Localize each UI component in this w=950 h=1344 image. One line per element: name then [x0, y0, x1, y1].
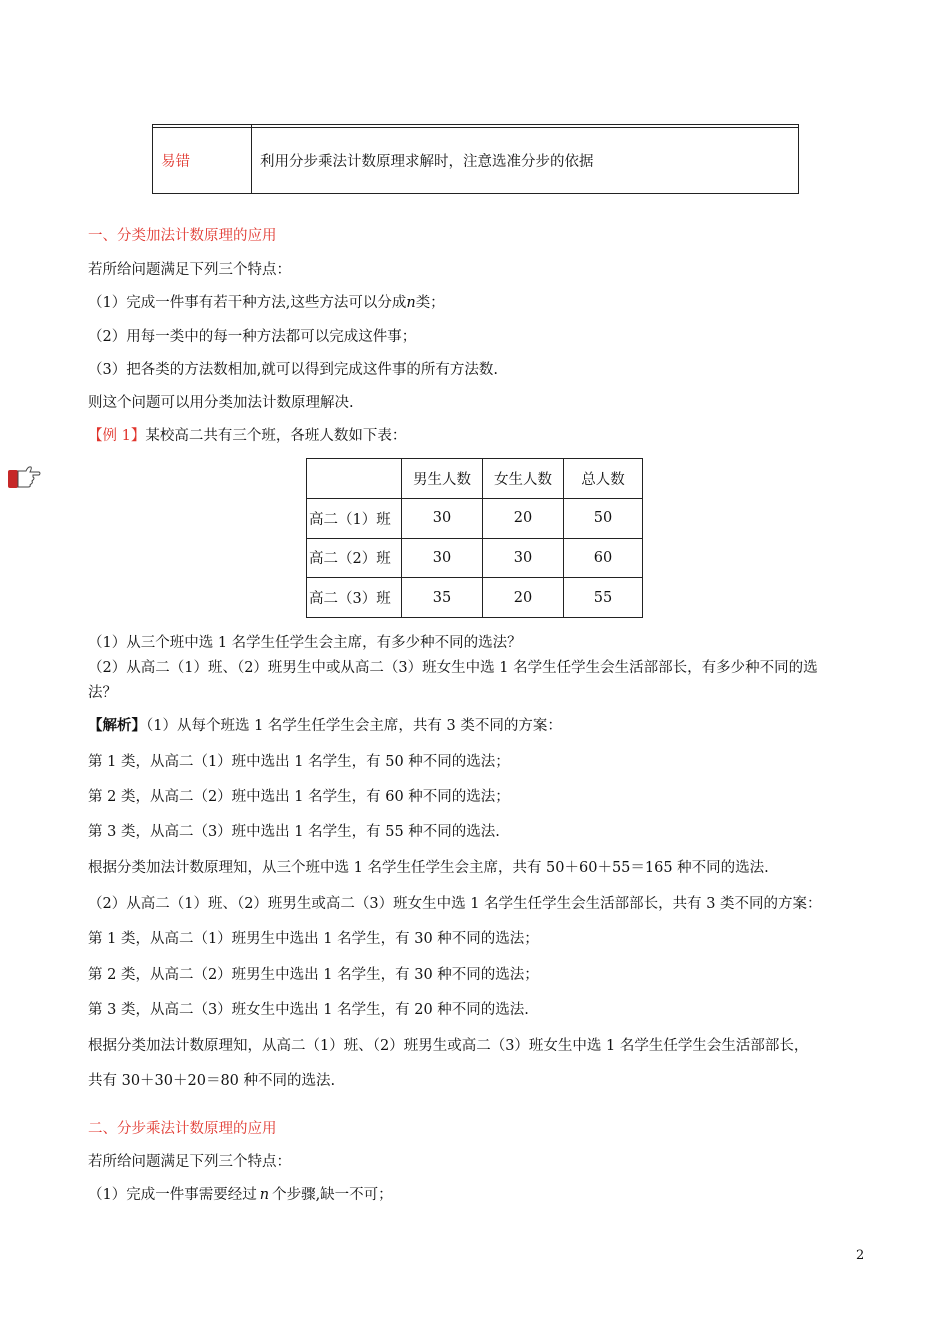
solution-line: 第 3 类，从高二（3）班女生中选出 1 名学生，有 20 种不同的选法.	[88, 1002, 529, 1018]
section1-point-2: （2）用每一类中的每一种方法都可以完成这件事；	[88, 329, 417, 345]
question-2-line-2: 法？	[88, 685, 117, 701]
table-cell-label: 易错	[153, 128, 252, 194]
table-row	[307, 578, 643, 618]
solution-line: （2）从高二（1）班、（2）班男生或高二（3）班女生中选 1 名学生任学生会生活部部长，共有 3 类不同的方案：	[88, 896, 822, 912]
solution-text: （1）从每个班选 1 名学生任学生会主席，共有 3 类不同的方案：	[146, 718, 562, 734]
point-text-suffix: 类；	[415, 295, 445, 311]
example-text: 某校高二共有三个班，各班人数如下表：	[145, 428, 407, 444]
section1-intro: 若所给问题满足下列三个特点：	[88, 262, 291, 278]
table-cell: 30	[402, 498, 483, 538]
point-text: （1）完成一件事有若干种方法,这些方法可以分成	[88, 295, 407, 311]
solution-label: 【解析】	[88, 717, 146, 734]
solution-line: 共有 30＋30＋20＝80 种不同的选法.	[88, 1073, 336, 1089]
hand-pointer-icon	[6, 460, 42, 490]
table-cell: 60	[564, 538, 643, 578]
solution-line: 第 2 类，从高二（2）班中选出 1 名学生，有 60 种不同的选法；	[88, 789, 510, 805]
table-row	[307, 498, 643, 538]
section2-point-1	[88, 1183, 393, 1204]
question-1: （1）从三个班中选 1 名学生任学生会主席，有多少种不同的选法？	[88, 635, 522, 651]
row-label: 高二（3）班	[307, 578, 402, 618]
table-cell: 55	[564, 578, 643, 618]
solution-line: 根据分类加法计数原理知，从高二（1）班、（2）班男生或高二（3）班女生中选 1 名学生任学生会生活部部长，	[88, 1038, 809, 1054]
header-cell: 总人数	[564, 459, 643, 499]
section1-point-3: （3）把各类的方法数相加,就可以得到完成这件事的所有方法数.	[88, 362, 498, 378]
solution-line: 第 2 类，从高二（2）班男生中选出 1 名学生，有 30 种不同的选法；	[88, 967, 539, 983]
math-var-n: n	[406, 295, 416, 311]
row-label: 高二（1）班	[307, 498, 402, 538]
top-table	[152, 124, 799, 194]
section2-heading: 二、分步乘法计数原理的应用	[88, 1121, 277, 1137]
table-row	[307, 538, 643, 578]
table-cell: 50	[564, 498, 643, 538]
table-cell: 30	[402, 538, 483, 578]
table-cell: 20	[483, 498, 564, 538]
math-var-n: n	[259, 1187, 270, 1203]
row-label: 高二（2）班	[307, 538, 402, 578]
header-cell	[307, 459, 402, 499]
section1-heading: 一、分类加法计数原理的应用	[88, 228, 277, 244]
point-text-suffix: 个步骤,缺一不可；	[272, 1187, 393, 1203]
solution-line: 根据分类加法计数原理知，从三个班中选 1 名学生任学生会主席，共有 50＋60＋55＝165 种不同的选法.	[88, 860, 769, 876]
point-text: （1）完成一件事需要经过	[88, 1187, 257, 1203]
table-row	[153, 128, 799, 194]
table-cell: 20	[483, 578, 564, 618]
section1-conclusion: 则这个问题可以用分类加法计数原理解决.	[88, 395, 354, 411]
table-cell: 35	[402, 578, 483, 618]
header-cell: 男生人数	[402, 459, 483, 499]
example-tag: 【例 1】	[88, 428, 146, 444]
example-header	[88, 424, 406, 445]
table-header-row	[307, 459, 643, 499]
solution-line: 第 1 类，从高二（1）班男生中选出 1 名学生，有 30 种不同的选法；	[88, 931, 539, 947]
solution-line: 第 1 类，从高二（1）班中选出 1 名学生，有 50 种不同的选法；	[88, 754, 510, 770]
solution-line: 第 3 类，从高二（3）班中选出 1 名学生，有 55 种不同的选法.	[88, 824, 500, 840]
table-cell-content: 利用分步乘法计数原理求解时，注意选准分步的依据	[252, 128, 799, 194]
section2-intro: 若所给问题满足下列三个特点：	[88, 1154, 291, 1170]
section1-point-1	[88, 291, 445, 312]
header-cell: 女生人数	[483, 459, 564, 499]
solution-line-1	[88, 714, 562, 735]
class-size-table	[306, 458, 643, 618]
table-cell: 30	[483, 538, 564, 578]
page-number: 2	[856, 1248, 865, 1263]
question-2-line-1: （2）从高二（1）班、（2）班男生中或从高二（3）班女生中选 1 名学生任学生会生活部部长，有多少种不同的选	[88, 660, 818, 676]
